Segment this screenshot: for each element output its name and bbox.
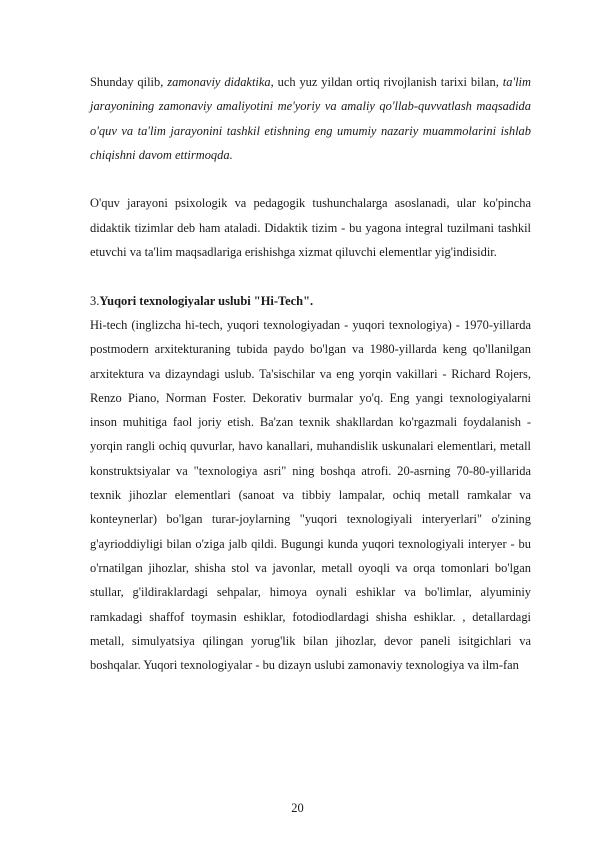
- section-number: 3.: [90, 293, 100, 308]
- paragraph-didactic-system: O'quv jarayoni psixologik va pedagogik tushunchalarga asoslanadi, ular ko'pincha didaktik tizimlar deb ham ataladi. Didaktik tizim - bu yagona integral tuzilmani tashkil etuvchi va ta'lim maqsadlariga erishishga xizmat qiluvchi elementlar yig'indisidir.: [90, 196, 531, 260]
- paragraph-didactics-summary: [90, 70, 531, 167]
- paragraph-hi-tech: Hi-tech (inglizcha hi-tech, yuqori texnologiyadan - yuqori texnologiya) - 1970-yillarda postmodern arxitekturaning tubida paydo bo'lgan va 1980-yillarda keng qo'llanilgan arxitektura va dizayndagi uslub. Ta'sischilar va eng yorqin vakillari - Richard Rojers, Renzo Piano, Norman Foster. Dekorativ burmalar yo'q. Eng yangi texnologiyalarni inson muhitiga faol joriy etish. Ba'zan texnik shakllardan ko'rgazmali foydalanish - yorqin rangli ochiq quvurlar, havo kanallari, muhandislik uskunalari elementlari, metall konstruktsiyalar va "texnologiya asri" ning boshqa atrofi. 20-asrning 70-80-yillarida texnik jihozlar elementlari (sanoat va tibbiy lampalar, ochiq metall ramkalar va konteynerlar) bo'lgan turar-joylarning "yuqori texnologiyali interyerlari" o'zining g'ayrioddiyligi bilan o'ziga jalb qildi. Bugungi kunda yuqori texnologiyali interyer - bu o'rnatilgan jihozlar, shisha stol va javonlar, metall oyoqli va orqa tomonlari bo'lgan stullar, g'ildiraklardagi sehpalar, himoya oynali eshiklar va bo'limlar, alyuminiy ramkadagi shaffof toymasin eshiklar, fotodiodlardagi shisha eshiklar. , detallardagi metall, simulyatsiya qilingan yorug'lik bilan jihozlar, devor paneli isitgichlari va boshqalar. Yuqori texnologiyalar - bu dizayn uslubi zamonaviy texnologiya va ilm-fan: [90, 317, 531, 673]
- paragraph-lead: Shunday qilib,: [90, 75, 168, 89]
- page-number: 20: [291, 801, 304, 815]
- paragraph-spacer: [90, 167, 531, 191]
- document-page: [90, 63, 531, 677]
- section-title: Yuqori texnologiyalar uslubi "Hi-Tech".: [99, 293, 314, 308]
- paragraph-spacer: [90, 264, 531, 288]
- italic-phrase-modern-didactics: zamonaviy didaktika,: [167, 75, 274, 89]
- paragraph-mid: uch yuz yildan ortiq rivojlanish tarixi bilan,: [273, 75, 503, 89]
- italic-phrase-theoretical-problems: ta'lim jarayonining zamonaviy amaliyotini me'yoriy va amaliy qo'llab-quvvatlash maqsadida o'quv va ta'lim jarayonini tashkil etishning eng umumiy nazariy muammolarini ishlab chiqishni davom ettirmoqda.: [90, 75, 531, 162]
- section-heading: [90, 289, 531, 313]
